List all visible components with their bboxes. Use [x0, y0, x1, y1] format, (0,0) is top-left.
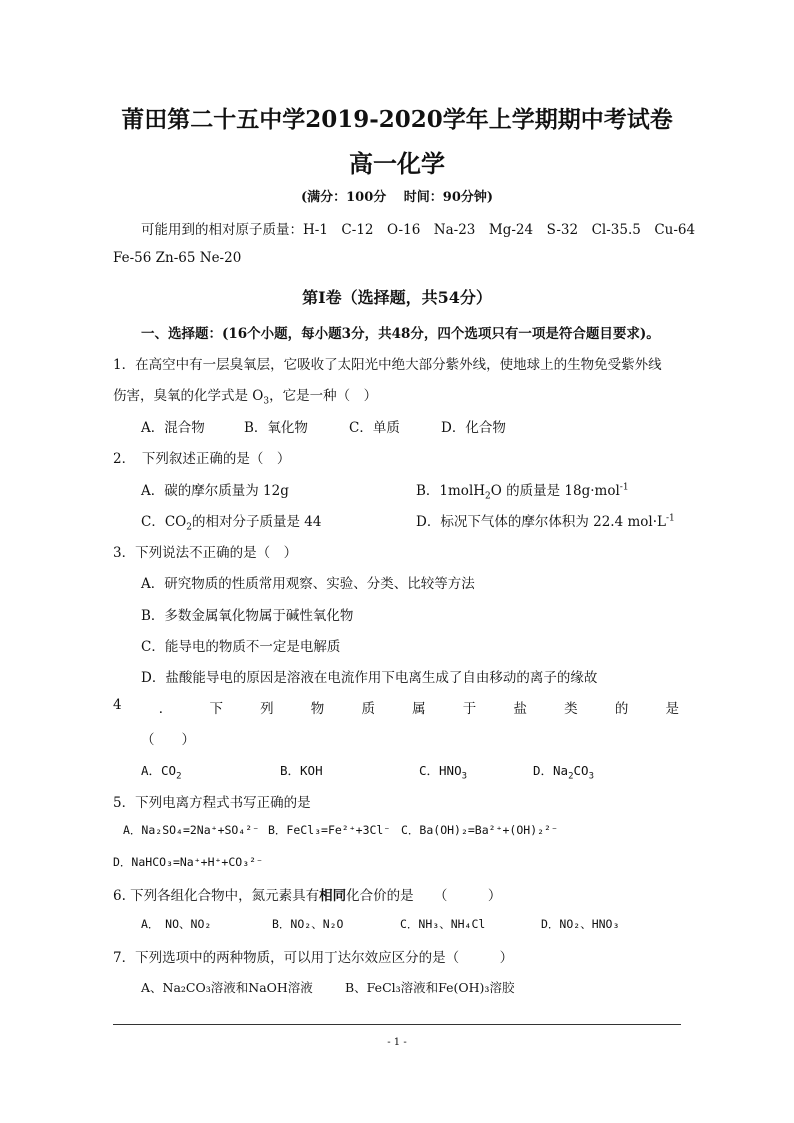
q1-option-b: B．氧化物	[244, 420, 308, 436]
section-instruction: 一、选择题：(16个小题，每小题3分，共48分，四个选项只有一项是符合题目要求)。	[141, 326, 660, 342]
q5-option-a: A．Na₂SO₄=2Na⁺+SO₄²⁻	[123, 823, 260, 837]
q3-option-b: B．多数金属氧化物属于碱性氧化物	[141, 608, 354, 624]
q6-stem: 6. 下列各组化合物中，氮元素具有相同化合价的是 （ ）	[113, 888, 502, 904]
q3-option-c: C．能导电的物质不一定是电解质	[141, 639, 341, 655]
q1-stem-line1: 1．在高空中有一层臭氧层，它吸收了太阳光中绝大部分紫外线，使地球上的生物免受紫外线	[113, 357, 662, 373]
exam-title: 莆田第二十五中学2019-2020学年上学期期中考试卷	[121, 106, 673, 133]
q4-option-a: A．$CO_2$	[141, 763, 182, 782]
q1-option-d: D．化合物	[441, 420, 506, 436]
q2-option-b: B．1molH$_2$O 的质量是 18g·mol$^{-1}$	[416, 482, 629, 502]
q1-stem-line2: 伤害，臭氧的化学式是 $O_3$，它是一种（ ）	[113, 388, 378, 407]
q6-option-a: A． NO、NO₂	[141, 917, 212, 931]
q3-option-a: A．研究物质的性质常用观察、实验、分类、比较等方法	[141, 576, 475, 592]
atomic-mass-line-1: 可能用到的相对原子质量：H-1 C-12 O-16 Na-23 Mg-24 S-32 Cl-35.5 Cu-64	[141, 222, 696, 238]
page-number: - 1 -	[387, 1037, 407, 1048]
q5-option-b: B．FeCl₃=Fe²⁺+3Cl⁻	[268, 823, 391, 837]
atomic-mass-line-2: Fe-56 Zn-65 Ne-20	[113, 250, 242, 266]
q5-stem: 5．下列电离方程式书写正确的是	[113, 795, 311, 811]
q6-option-c: C．NH₃、NH₄Cl	[400, 917, 486, 931]
q4-option-b: B．KOH	[280, 763, 323, 778]
q7-option-a: A、Na₂CO₃溶液和NaOH溶液	[141, 980, 313, 995]
q5-option-c: C．Ba(OH)₂=Ba²⁺+(OH)₂²⁻	[401, 823, 558, 837]
q2-option-d: D．标况下气体的摩尔体积为 22.4 $mol\cdot L^{-1}$	[416, 513, 675, 530]
q2-option-c: C．$CO_2$的相对分子质量是 44	[141, 514, 322, 533]
q2-stem: 2． 下列叙述正确的是（ ）	[113, 451, 291, 467]
q4-stem: 4 ． 下 列 物 质 属 于 盐 类 的 是	[113, 697, 679, 717]
q4-option-d: D．$Na_2CO_3$	[533, 763, 594, 782]
q4-option-c: C．$HNO_3$	[419, 763, 468, 782]
q7-option-b: B、FeCl₃溶液和Fe(OH)₃溶胶	[345, 980, 515, 995]
q6-option-b: B．NO₂、N₂O	[272, 917, 344, 931]
q2-option-a: A．碳的摩尔质量为 12g	[141, 483, 289, 499]
footer-rule	[113, 1024, 681, 1025]
q4-paren: （ ）	[141, 732, 195, 748]
q1-option-a: A．混合物	[141, 420, 205, 436]
q6-emphasis: 相同	[319, 888, 347, 904]
q1-option-c: C．单质	[349, 420, 400, 436]
q3-stem: 3．下列说法不正确的是（ ）	[113, 545, 298, 561]
q5-option-d: D．NaHCO₃=Na⁺+H⁺+CO₃²⁻	[113, 855, 263, 869]
section-title: 第Ⅰ卷（选择题，共54分）	[302, 288, 492, 307]
exam-subtitle: 高一化学	[349, 149, 445, 178]
score-time: (满分：100分 时间：90分钟)	[300, 190, 494, 205]
q7-stem: 7．下列选项中的两种物质，可以用丁达尔效应区分的是（ ）	[113, 950, 514, 966]
q6-option-d: D．NO₂、HNO₃	[541, 917, 620, 931]
q3-option-d: D．盐酸能导电的原因是溶液在电流作用下电离生成了自由移动的离子的缘故	[141, 670, 598, 686]
